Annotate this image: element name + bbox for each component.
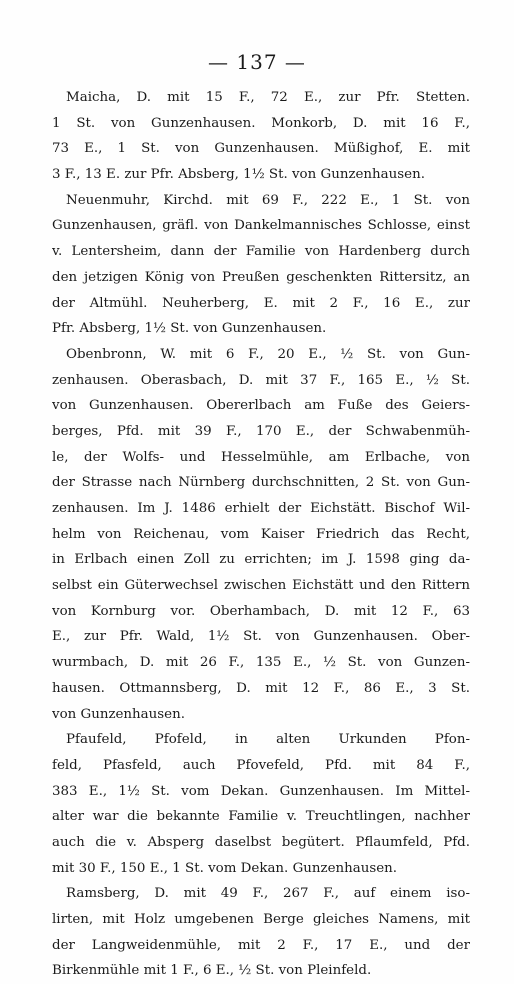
page-number: — 137 — <box>208 50 306 74</box>
text-line: mit 30 F., 150 E., 1 St. vom Dekan. Gunzenhausen. <box>52 860 398 876</box>
text-line: Maicha, D. mit 15 F., 72 E., zur Pfr. Stetten. <box>66 90 470 105</box>
paragraph-neuenmuhr <box>52 188 470 342</box>
text-line: 73 E., 1 St. von Gunzenhausen. Müßighof, E. mit <box>52 141 470 157</box>
paragraph-ramsberg <box>52 881 470 984</box>
text-line: 1 St. von Gunzenhausen. Monkorb, D. mit 16 F., <box>52 115 470 131</box>
text-line: zenhausen. Im J. 1486 erhielt der Eichstätt. Bischof Wil- <box>52 501 470 516</box>
text-line: zenhausen. Oberasbach, D. mit 37 F., 165 E., ½ St. <box>52 372 470 388</box>
text-line: 383 E., 1½ St. vom Dekan. Gunzenhausen. Im Mittel- <box>52 783 470 799</box>
text-line: berges, Pfd. mit 39 F., 170 E., der Schwabenmüh- <box>52 423 470 439</box>
paragraph-maicha <box>52 85 470 188</box>
text-line: von Gunzenhausen. <box>52 706 185 722</box>
text-line: alter war die bekannte Familie v. Treuchtlingen, nachher <box>52 809 470 825</box>
text-line: in Erlbach einen Zoll zu errichten; im J. 1598 ging da- <box>52 552 470 568</box>
text-line: der Altmühl. Neuherberg, E. mit 2 F., 16 E., zur <box>52 295 470 311</box>
text-line: wurmbach, D. mit 26 F., 135 E., ½ St. von Gunzen- <box>52 655 470 671</box>
text-line: helm von Reichenau, vom Kaiser Friedrich das Recht, <box>52 526 470 542</box>
text-line: E., zur Pfr. Wald, 1½ St. von Gunzenhausen. Ober- <box>52 629 470 645</box>
text-line: Gunzenhausen, gräfl. von Dankelmannisches Schlosse, einst <box>52 218 470 234</box>
text-line: der Strasse nach Nürnberg durchschnitten, 2 St. von Gun- <box>52 475 470 491</box>
text-line: Birkenmühle mit 1 F., 6 E., ½ St. von Pleinfeld. <box>52 963 372 979</box>
text-line: lirten, mit Holz umgebenen Berge gleiches Namens, mit <box>52 912 470 927</box>
text-line: 3 F., 13 E. zur Pfr. Absberg, 1½ St. von Gunzenhausen. <box>52 167 425 183</box>
text-line: von Kornburg vor. Oberhambach, D. mit 12 F., 63 <box>52 603 470 619</box>
paragraph-pfaufeld <box>52 727 470 881</box>
text-line: der Langweidenmühle, mit 2 F., 17 E., und der <box>52 937 470 953</box>
text-line: v. Lentersheim, dann der Familie von Hardenberg durch <box>52 244 470 260</box>
text-line: hausen. Ottmannsberg, D. mit 12 F., 86 E., 3 St. <box>52 680 470 696</box>
text-line: Pfaufeld, Pfofeld, in alten Urkunden Pfon- <box>66 732 470 748</box>
text-line: von Gunzenhausen. Obererlbach am Fuße des Geiers- <box>52 398 470 414</box>
text-line: Neuenmuhr, Kirchd. mit 69 F., 222 E., 1 St. von <box>66 192 470 208</box>
text-line: le, der Wolfs- und Hesselmühle, am Erlbache, von <box>52 449 470 465</box>
text-line: selbst ein Güterwechsel zwischen Eichstätt und den Rittern <box>52 578 470 594</box>
text-line: den jetzigen König von Preußen geschenkten Rittersitz, an <box>52 269 470 285</box>
page-body <box>52 85 470 984</box>
text-line: Pfr. Absberg, 1½ St. von Gunzenhausen. <box>52 321 327 337</box>
paragraph-obenbronn <box>52 342 470 727</box>
text-line: feld, Pfasfeld, auch Pfovefeld, Pfd. mit 84 F., <box>52 757 470 773</box>
text-line: Obenbronn, W. mit 6 F., 20 E., ½ St. von Gun- <box>66 346 470 362</box>
text-line: Ramsberg, D. mit 49 F., 267 F., auf einem iso- <box>66 886 470 902</box>
text-line: auch die v. Absperg daselbst begütert. Pflaumfeld, Pfd. <box>52 834 470 850</box>
